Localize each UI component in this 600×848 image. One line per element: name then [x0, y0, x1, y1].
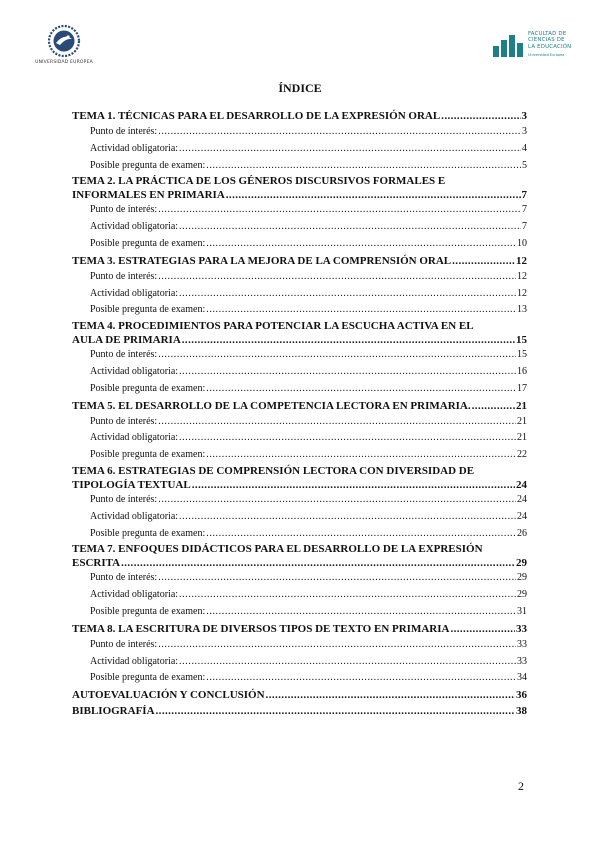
- toc-sub-actividad[interactable]: Actividad obligatoria: ..... 12: [72, 286, 527, 303]
- toc-sub-pregunta[interactable]: Posible pregunta de examen: ..... 22: [72, 447, 527, 464]
- toc-sub-pregunta[interactable]: Posible pregunta de examen: ..... 31: [72, 604, 527, 621]
- toc-entry-title: TEMA 1. TÉCNICAS PARA EL DESARROLLO DE LA EXPRESIÓN ORAL: [72, 110, 441, 122]
- toc-sub-actividad[interactable]: Actividad obligatoria: ..... 21: [72, 430, 527, 447]
- toc-entry-tema-7-line1[interactable]: TEMA 7. ENFOQUES DIDÁCTICOS PARA EL DESARROLLO DE LA EXPRESIÓN: [72, 543, 483, 556]
- toc-sub-punto[interactable]: Punto de interés: ..... 24: [72, 492, 527, 509]
- toc-sub-pregunta[interactable]: Posible pregunta de examen: ..... 13: [72, 302, 527, 319]
- faculty-logo: [492, 30, 582, 62]
- toc-sub-pregunta[interactable]: Posible pregunta de examen: ..... 17: [72, 381, 527, 398]
- university-seal-icon: [46, 24, 82, 58]
- toc-sub-punto[interactable]: Punto de interés: ..... 7: [72, 202, 527, 219]
- toc-entry-tema-4-line1[interactable]: TEMA 4. PROCEDIMIENTOS PARA POTENCIAR LA ESCUCHA ACTIVA EN EL: [72, 320, 474, 333]
- toc-sub-actividad[interactable]: Actividad obligatoria: ..... 24: [72, 509, 527, 526]
- toc-sub-pregunta[interactable]: Posible pregunta de examen: ..... 10: [72, 236, 527, 253]
- faculty-logo-subtitle: Universidad Europea: [528, 53, 565, 57]
- toc-sub-pregunta[interactable]: Posible pregunta de examen: ..... 34: [72, 670, 527, 687]
- toc-page-number: 3: [521, 110, 527, 122]
- toc-sub-punto[interactable]: Punto de interés: ..... 21: [72, 414, 527, 431]
- toc-sub-actividad[interactable]: Actividad obligatoria: ..... 33: [72, 654, 527, 671]
- page-number: 2: [518, 779, 524, 793]
- faculty-building-icon: [492, 34, 524, 58]
- toc-sub-actividad[interactable]: Actividad obligatoria: ..... 16: [72, 364, 527, 381]
- toc-sub-punto[interactable]: Punto de interés: ..... 12: [72, 269, 527, 286]
- university-logo: [34, 24, 94, 65]
- toc-entry-tema-3[interactable]: TEMA 3. ESTRATEGIAS PARA LA MEJORA DE LA COMPRENSIÓN ORAL ..... 12: [72, 253, 527, 269]
- toc-sub-actividad[interactable]: Actividad obligatoria: ..... 7: [72, 219, 527, 236]
- toc-entry-tema-5[interactable]: TEMA 5. EL DESARROLLO DE LA COMPETENCIA LECTORA EN PRIMARIA. ..... 21: [72, 398, 527, 414]
- toc-entry-tema-6[interactable]: TIPOLOGÍA TEXTUAL ..... 24: [72, 478, 527, 492]
- toc-sub-punto[interactable]: Punto de interés: ..... 15: [72, 347, 527, 364]
- toc-entry-tema-6-line1[interactable]: TEMA 6. ESTRATEGIAS DE COMPRENSIÓN LECTORA CON DIVERSIDAD DE: [72, 464, 475, 477]
- toc-sub-punto[interactable]: Punto de interés: ..... 29: [72, 570, 527, 587]
- table-of-contents: [72, 108, 527, 719]
- university-logo-caption: UNIVERSIDAD EUROPEA: [35, 60, 93, 65]
- toc-sub-actividad[interactable]: Actividad obligatoria: ..... 29: [72, 587, 527, 604]
- toc-entry-bibliografia[interactable]: BIBLIOGRAFÍA ..... 38: [72, 703, 527, 719]
- toc-entry-tema-1[interactable]: [72, 108, 527, 124]
- faculty-logo-text: FACULTAD DE CIENCIAS DE LA EDUCACIÓN: [528, 31, 572, 50]
- toc-entry-tema-2[interactable]: INFORMALES EN PRIMARIA ..... 7: [72, 188, 527, 202]
- toc-entry-autoevaluacion[interactable]: AUTOEVALUACIÓN Y CONCLUSIÓN ..... 36: [72, 687, 527, 703]
- toc-entry-tema-7[interactable]: ESCRITA ..... 29: [72, 556, 527, 570]
- toc-sub-pregunta[interactable]: Posible pregunta de examen: ..... 5: [72, 158, 527, 175]
- toc-sub-pregunta[interactable]: Posible pregunta de examen: ..... 26: [72, 526, 527, 543]
- toc-sub-punto[interactable]: Punto de interés: ..... 33: [72, 637, 527, 654]
- toc-entry-tema-2-line1[interactable]: TEMA 2. LA PRÁCTICA DE LOS GÉNEROS DISCURSIVOS FORMALES E: [72, 175, 446, 188]
- toc-sub-actividad[interactable]: Actividad obligatoria: ..... 4: [72, 141, 527, 158]
- toc-entry-tema-8[interactable]: TEMA 8. LA ESCRITURA DE DIVERSOS TIPOS DE TEXTO EN PRIMARIA ..... 33: [72, 621, 527, 637]
- toc-sub-punto[interactable]: Punto de interés: ..... 3: [72, 124, 527, 141]
- toc-entry-tema-4[interactable]: AULA DE PRIMARIA ..... 15: [72, 333, 527, 347]
- page-title: ÍNDICE: [278, 81, 322, 95]
